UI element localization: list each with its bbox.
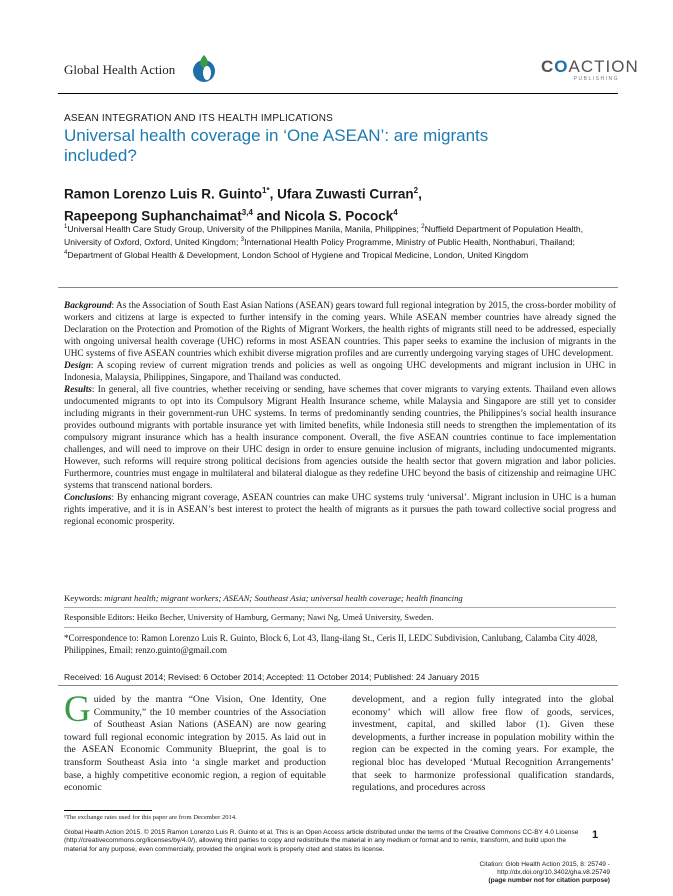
page-number: 1 — [592, 829, 599, 841]
body-column-right — [352, 694, 614, 795]
drop-cap: G — [64, 689, 91, 730]
abstract-conclusions-label: Conclusions — [64, 493, 112, 503]
affiliation-sup: 3 — [240, 237, 245, 244]
author-sup: 3,4 — [241, 207, 253, 217]
affiliation-text: International Health Policy Programme, Ministry of Public Health, Nonthaburi, Thailand; — [244, 236, 575, 247]
affiliation-sup: 4 — [64, 250, 68, 257]
affiliation-text: Department of Global Health & Development, London School of Hygiene and Tropical Medicine, London, United Kingdom — [67, 249, 529, 260]
author-list — [64, 182, 544, 225]
section-label: ASEAN INTEGRATION AND ITS HEALTH IMPLICATIONS — [64, 113, 334, 124]
abstract-rule — [58, 287, 618, 288]
author-name: Ufara Zuwasti Curran — [277, 186, 414, 202]
keywords — [64, 593, 616, 603]
publication-dates: Received: 16 August 2014; Revised: 6 October 2014; Accepted: 11 October 2014; Published: 24 January 2015 — [64, 672, 480, 682]
journal-logo-icon — [190, 52, 218, 84]
author-sep: , — [269, 186, 278, 202]
author-name: Ramon Lorenzo Luis R. Guinto — [64, 186, 262, 202]
abstract-results-text: : In general, all five countries, whether receiving or sending, have schemes that cover migrants to varying extents. Thailand even allows undocumented migrants to opt into its Compulsory Migrant Health Insurance scheme, while Malaysia and Singapore are still yet to consider including migrants in their government-run UHC systems. In terms of predominantly sending countries, the Philippines’s social health insurance provides outbound migrants with portable insurance yet with limited benefits, while Indonesia still needs to strengthen the implementation of its compulsory migrant insurance which has a health insurance component. Overall, the five ASEAN countries continue to face implementation challenges, and will need to improve on their UHC design in order to ensure genuine inclusion of migrants, including undocumented migrants. However, such reforms will require strong political decisions from agencies outside the health sector that govern migration and labor policies. Furthermore, countries must engage in multilateral and bilateral dialogue as they redefine UHC beyond the basis of citizenship and reimagine UHC systems that transcend national borders. — [64, 385, 616, 491]
affiliation-text: Universal Health Care Study Group, University of the Philippines Manila, Manila, Philippines; — [67, 223, 422, 234]
body-column-left — [64, 689, 326, 795]
footnote-rule — [64, 810, 152, 811]
responsible-editors: Responsible Editors: Heiko Becher, University of Hamburg, Germany; Nawi Ng, Umeå University, Sweden. — [64, 612, 434, 622]
correspondence: *Correspondence to: Ramon Lorenzo Luis R. Guinto, Block 6, Lot 43, Ilang-ilang St., Ceris II, LEDC Subdivision, Canlubang, Calamba City 4028, Philippines, Email: renzo.guinto@gmail.com — [64, 633, 598, 655]
keywords-rule — [64, 607, 616, 608]
footnote: ¹The exchange rates used for this paper are from December 2014. — [64, 814, 237, 821]
body-text: uided by the mantra “One Vision, One Identity, One Community,” the 10 member countries of the Association of Southeast Asian Nations (ASEAN) are now gearing toward full regional economic integration by 2015. As laid out in the ASEAN Economic Community Blueprint, the goal is to transform Southeast Asia into ‘a single market and production base, a highly competitive economic region, a region of equitable economic — [64, 694, 326, 794]
abstract-design — [64, 360, 616, 384]
affiliation-text: Nuffield Department of Population Health, University of Oxford, Oxford, United Kingdom; — [64, 223, 584, 247]
license-footer: Global Health Action 2015. © 2015 Ramon Lorenzo Luis R. Guinto et al. This is an Open Access article distributed under the terms of the Creative Commons CC-BY 4.0 License (http://creativecommons.org/licenses/by/4.0/), allowing third parties to copy and redistribute the material in any medium or format and to remix, transform, and build upon the material for any purpose, even commercially, provided the original work is properly cited and states its license. — [64, 829, 579, 853]
journal-name: Global Health Action — [64, 62, 176, 77]
editors-rule — [64, 627, 616, 628]
header-rule — [58, 93, 618, 94]
citation-note: (page number not for citation purpose) — [488, 877, 610, 885]
keywords-terms: migrant health; migrant workers; ASEAN; Southeast Asia; universal health coverage; health financing — [104, 593, 463, 603]
abstract-design-text: : A scoping review of current migration trends and policies as well as ongoing UHC developments and migrant inclusion in UHC in Indonesia, Malaysia, Philippines, Singapore, and Thailand was conducted. — [64, 361, 616, 383]
affiliation-sup: 1 — [64, 224, 68, 230]
article-title: Universal health coverage in ‘One ASEAN’: are migrants included? — [64, 126, 489, 165]
author-sup: 1* — [262, 186, 270, 195]
body-text: development, and a region fully integrated into the global economy’ which will allow free flow of goods, services, investment, capital, and skilled labor (1). Given these developments, a further increase in population mobility within the region can be expected in the coming years. For example, the regional bloc has developed ‘Mutual Recognition Arrangements’ that seek to harmonize professional qualification standards, regulations, and procedures across — [352, 694, 614, 794]
author-name: Rapeepong Suphanchaimat — [64, 208, 242, 223]
abstract-conclusions — [64, 492, 616, 528]
affiliations — [64, 222, 612, 261]
abstract-results-label: Results — [64, 385, 92, 395]
author-sep: and — [252, 208, 285, 223]
dates-rule — [58, 685, 618, 686]
keywords-label: Keywords: — [64, 593, 105, 603]
abstract-design-label: Design — [64, 361, 91, 371]
abstract-background — [64, 300, 616, 360]
author-name: Nicola S. Pocock — [284, 208, 394, 223]
author-sep: , — [418, 186, 422, 202]
author-sup: 2 — [413, 186, 419, 195]
abstract-results — [64, 384, 616, 492]
publisher-logo: COACTION PUBLISHING — [541, 57, 639, 82]
affiliation-sup: 2 — [421, 224, 425, 230]
author-sup: 4 — [393, 207, 398, 217]
publisher-tagline: PUBLISHING — [573, 76, 619, 82]
abstract-background-text: : As the Association of South East Asian Nations (ASEAN) gears toward full regional integration by 2015, the cross-border mobility of workers and citizens at large is expected to further intensify in the coming years. While ASEAN member countries have already signed the Declaration on the Protection and Promotion of the Rights of Migrant Workers, the health rights of migrants still need to be addressed, especially with ongoing universal health coverage (UHC) reforms in most ASEAN countries. This paper seeks to examine the inclusion of migrants in the UHC systems of five ASEAN countries which exhibit diverse migration profiles and are currently undergoing varying stages of UHC development. — [64, 301, 616, 359]
abstract-conclusions-text: : By enhancing migrant coverage, ASEAN countries can make UHC systems truly ‘universal’. Migrant inclusion in UHC is a human rights imperative, and it is in ASEAN’s best interest to protect the health of migrants as it pursues the path toward collective social progress and regional economic prosperity. — [64, 493, 616, 527]
abstract-background-label: Background — [64, 301, 112, 311]
abstract — [64, 300, 616, 528]
citation-text: Citation: Glob Health Action 2015, 8: 25749 - http://dx.doi.org/10.3402/gha.v8.25749 — [479, 861, 610, 877]
citation — [390, 861, 610, 886]
